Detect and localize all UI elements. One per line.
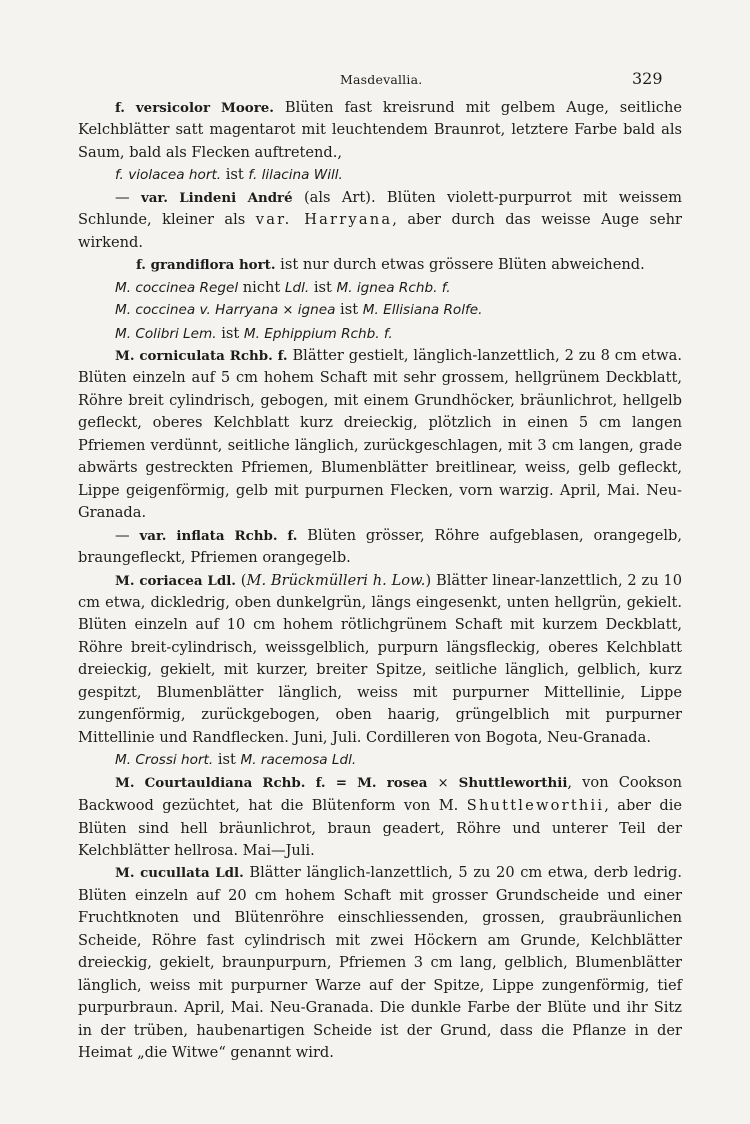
synonym: f. violacea hort. bbox=[115, 167, 222, 184]
entry-lindeni bbox=[78, 187, 682, 254]
accepted-name: M. ignea Rchb. f. bbox=[336, 279, 451, 296]
entry-text: ist nur durch etwas grössere Blüten abweichend. bbox=[275, 256, 645, 274]
entry-violacea bbox=[78, 164, 682, 186]
entry-colibri bbox=[78, 323, 682, 345]
entry-coccinea-harryana bbox=[78, 299, 682, 322]
taxon-name: Shuttleworthii bbox=[448, 774, 568, 791]
entry-corniculata bbox=[78, 345, 682, 525]
taxon-name: f. versicolor Moore. bbox=[115, 100, 274, 116]
entry-text: , aber durch das weisse Auge sehr wirkend. bbox=[78, 211, 682, 251]
synonym: M. Colibri Lem. bbox=[115, 325, 217, 342]
entry-inflata bbox=[78, 525, 682, 570]
spaced-name: var. Harryana bbox=[255, 211, 393, 229]
entry-text: Blätter gestielt, länglich-lanzettlich, 2 zu 8 cm etwa. Blüten einzeln auf 5 cm hohem Schaft mit sehr grossem, hellgrünem Deckblatt, Röhre breit cylindrisch, gebogen, mit einem Grundhöcker, bräunlichrot, hellgelb gefleckt, oberes Kelchblatt kurz dreieckig, plötzlich in einen 5 cm langen Pfriemen verdünnt, seitliche länglich, zurückgeschlagen, mit 3 cm langen, grade abwärts gestreckten Pfriemen, Blumenblätter breitlinear, weiss, gelb gefleckt, Lippe geigenförmig, gelb mit purpurnen Flecken, vorn warzig. April, Mai. Neu-Granada. bbox=[78, 346, 683, 522]
entry-coriacea bbox=[78, 570, 682, 750]
synonym: ignea bbox=[293, 302, 336, 319]
entry-text: Blätter länglich-lanzettlich, 5 zu 20 cm etwa, derb ledrig. Blüten einzeln auf 20 cm hohem Schaft mit grosser Grundscheide und einer Fruchtknoten und Blütenröhre einschliessenden, grossen, graubräunlichen Scheide, Röhre fast cylindrisch mit zwei Höckern am Grunde, Kelchblätter dreieckig, gekielt, braunpurpurn, Pfriemen 3 cm lang, gelblich, Blumenblätter länglich, weiss mit purpurner Warze auf der Spitze, Lippe zungenförmig, tief purpurbraun. April, Mai. Neu-Granada. Die dunkle Farbe der Blüte und ihr Sitz in der trüben, haubenartigen Scheide ist der Grund, dass die Pflanze in der Heimat „die Witwe“ genannt wird. bbox=[78, 864, 682, 1062]
entry-text: Blüten grösser, Röhre aufgeblasen, orangegelb, braungefleckt, Pfriemen orangegelb. bbox=[78, 526, 682, 567]
entry-text: ist bbox=[309, 278, 337, 296]
entry-crossi bbox=[78, 749, 682, 771]
entry-courtauldiana bbox=[78, 772, 682, 863]
entry-text: ist bbox=[216, 324, 244, 342]
entry-text: ist bbox=[213, 751, 241, 769]
entry-text: ) Blätter linear-lanzettlich, 2 zu 10 cm etwa, dickledrig, oben dunkelgrün, längs eingesenkt, unten hellgrün, gekielt. Blüten einzeln auf 10 cm hohem rötlichgrünem Schaft mit kurzem Deckblatt, Röhre breit-cylindrisch, weissgelblich, purpurn längsfleckig, oberes Kelchblatt dreieckig, gekielt, mit kurzer, breiter Spitze, seitliche länglich, gelblich, kurz gespitzt, Blumenblätter länglich, weiss mit purpurner Mittellinie, Lippe zungenförmig, zurückgebogen, oben haarig, grüngelblich mit purpurner Mittellinie und Randflecken. Juni, Juli. Cordilleren von Bogota, Neu-Granada. bbox=[78, 571, 682, 746]
entry-grandiflora bbox=[78, 254, 682, 276]
entry-text: (als Art). Blüten violett-purpurrot mit weissem Schlunde, kleiner als bbox=[78, 188, 683, 229]
synonym: M. coccinea Regel bbox=[115, 279, 239, 296]
dash: — bbox=[115, 188, 141, 206]
entry-text: ( bbox=[235, 571, 247, 589]
page-number: 329 bbox=[632, 69, 663, 88]
dash: — bbox=[115, 526, 140, 544]
page-body bbox=[78, 97, 682, 1064]
taxon-name: var. Lindeni André bbox=[140, 189, 293, 206]
taxon-name: M. Courtauldiana Rchb. f. = M. rosea bbox=[115, 774, 438, 791]
entry-cucullata bbox=[78, 862, 682, 1064]
accepted-name: M. Ephippium Rchb. f. bbox=[243, 325, 393, 342]
entry-versicolor bbox=[78, 97, 682, 164]
entry-text: , aber die Blüten sind hell bräunlichrot, braun geadert, Röhre und unterer Teil der Kelchblätter hellrosa. Mai—Juli. bbox=[78, 797, 683, 859]
synonym: M. Crossi hort. bbox=[115, 752, 214, 769]
running-head: Masdevallia. bbox=[340, 72, 423, 87]
entry-text: ist bbox=[221, 166, 249, 184]
entry-text: ist bbox=[335, 301, 363, 319]
accepted-name: M. racemosa Ldl. bbox=[240, 752, 357, 769]
entry-text: Blüten fast kreisrund mit gelbem Auge, seitliche Kelchblätter satt magentarot mit leuchtendem Braunrot, letztere Farbe bald als Saum, bald als Flecken auftretend., bbox=[78, 99, 682, 161]
hybrid-sign: × bbox=[282, 303, 294, 319]
accepted-name: f. lilacina Will. bbox=[248, 167, 343, 184]
taxon-name: M. corniculata Rchb. f. bbox=[115, 347, 288, 364]
taxon-name: f. grandiflora hort. bbox=[136, 257, 276, 274]
synonym: M. coccinea v. Harryana bbox=[115, 302, 283, 319]
page-header bbox=[0, 69, 750, 92]
taxon-name: M. cucullata Ldl. bbox=[115, 865, 244, 882]
taxon-name: var. inflata Rchb. f. bbox=[139, 527, 298, 544]
accepted-name: M. Ellisiana Rolfe. bbox=[362, 302, 483, 319]
author: Ldl. bbox=[284, 279, 310, 296]
taxon-name: M. coriacea Ldl. bbox=[115, 572, 236, 589]
entry-text: , von Cookson Backwood gezüchtet, hat die Blütenform von M. bbox=[78, 773, 682, 815]
entry-coccinea bbox=[78, 277, 682, 299]
synonym: M. Brückmülleri h. Low. bbox=[246, 571, 426, 589]
spaced-name: Shuttleworthii bbox=[466, 797, 605, 815]
hybrid-sign: × bbox=[437, 775, 449, 791]
entry-text: nicht bbox=[238, 278, 285, 296]
